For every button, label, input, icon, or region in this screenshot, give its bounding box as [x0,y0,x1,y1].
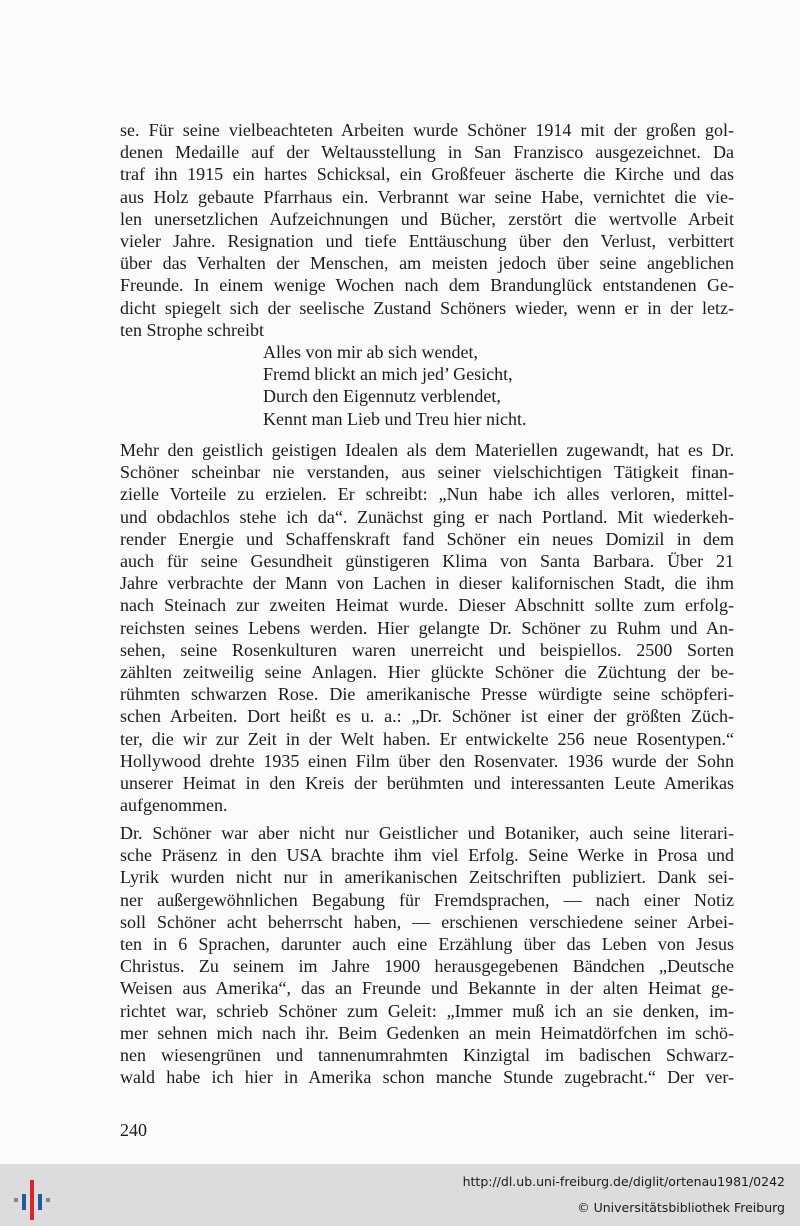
text-line: se. Für seine vielbeachteten Arbeiten wurde Schöner 1914 mit der großen gol- [120,120,734,140]
text-line: Schöner scheinbar nie verstanden, aus seiner vielschichtigen Tätigkeit finan- [120,462,734,483]
poem-line: Alles von mir ab sich wendet, [263,342,478,362]
paragraph-3 [120,822,734,1088]
text-line: len unersetzlichen Aufzeichnungen und Bücher, zerstört die wertvolle Arbeit [120,208,734,229]
text-line: traf ihn 1915 ein hartes Schicksal, ein Großfeuer äscherte die Kirche und das [120,164,734,185]
poem-line: Kennt man Lieb und Treu hier nicht. [263,408,527,429]
text-line: Freunde. In einem wenige Wochen nach dem Brandunglück entstandenen Ge- [120,275,734,296]
text-line: nach Steinach zur zweiten Heimat wurde. Dieser Abschnitt sollte zum erfolg- [120,595,734,616]
text-line: nen wiesengrünen und tannenumrahmten Kinzigtal im badischen Schwarz- [120,1045,734,1066]
poem-line: Durch den Eigennutz verblendet, [263,386,501,407]
text-line: wald habe ich hier in Amerika schon manche Stunde zugebracht.“ Der ver- [120,1067,734,1088]
text-line: Jahre verbrachte der Mann von Lachen in dieser kalifornischen Stadt, die ihm [120,573,734,594]
footer-bar [0,1164,800,1226]
text-line: denen Medaille auf der Weltausstellung in San Franzisco ausgezeichnet. Da [120,142,734,163]
text-line: Mehr den geistlich geistigen Idealen als dem Materiellen zugewandt, hat es Dr. [120,440,734,460]
text-line: Lyrik wurden nicht nur in amerikanischen Zeitschriften publiziert. Dank sei- [120,867,734,888]
text-line: ner außergewöhnlichen Begabung für Fremdsprachen, — nach einer Notiz [120,889,734,910]
text-line: Christus. Zu seinem im Jahre 1900 herausgegebenen Bändchen „Deutsche [120,956,734,977]
text-line: ten Strophe schreibt [120,319,264,340]
text-line: über das Verhalten der Menschen, am meisten jedoch über seine angeblichen [120,253,734,274]
text-line: mer sehnen mich nach ihr. Beim Gedenken an mein Heimatdörfchen im schö- [120,1022,734,1043]
text-line: render Energie und Schaffenskraft fand Schöner ein neues Domizil in dem [120,528,734,549]
text-line: ten in 6 Sprachen, darunter auch eine Erzählung über das Leben von Jesus [120,934,734,955]
text-line: richtet war, schrieb Schöner zum Geleit: „Immer muß ich an sie denken, im- [120,1000,734,1021]
text-line: zielle Vorteile zu erzielen. Er schreibt: „Nun habe ich alles verloren, mittel- [120,484,734,505]
text-line: soll Schöner acht beherrscht haben, — erschienen verschiedene seiner Arbei- [120,911,734,932]
text-line: sehen, seine Rosenkulturen waren unerreicht und beispiellos. 2500 Sorten [120,639,734,660]
text-line: und obdachlos stehe ich da“. Zunächst ging er nach Portland. Mit wiederkeh- [120,506,734,527]
text-line: Dr. Schöner war aber nicht nur Geistlicher und Botaniker, auch seine literari- [120,823,734,843]
paragraph-1 [120,119,734,341]
copyright-notice: © Universitätsbibliothek Freiburg [577,1200,785,1215]
text-line: unserer Heimat in den Kreis der berühmten und interessanten Leute Amerikas [120,773,734,794]
text-line: rühmten schwarzen Rose. Die amerikanische Presse würdigte seine schöpferi- [120,684,734,705]
source-url-link[interactable]: http://dl.ub.uni-freiburg.de/diglit/ortenau1981/0242 [462,1174,785,1189]
text-line: dicht spiegelt sich der seelische Zustand Schöners wieder, wenn er in der letz- [120,297,734,318]
ub-freiburg-logo-icon[interactable] [10,1180,54,1220]
text-line: reichsten seines Lebens werden. Hier gelangte Dr. Schöner zu Ruhm und An- [120,617,734,638]
text-line: vieler Jahre. Resignation und tiefe Enttäuschung über den Verlust, verbittert [120,231,734,252]
text-line: Weisen aus Amerika“, das an Freunde und Bekannte in der alten Heimat ge- [120,978,734,999]
text-line: Hollywood drehte 1935 einen Film über den Rosenvater. 1936 wurde der Sohn [120,750,734,771]
paragraph-2 [120,439,734,816]
page-number: 240 [120,1120,147,1140]
text-line: aufgenommen. [120,795,228,816]
poem-line: Fremd blickt an mich jed’ Gesicht, [263,364,513,385]
text-line: sche Präsenz in den USA brachte ihm viel Erfolg. Seine Werke in Prosa und [120,845,734,866]
text-line: schen Arbeiten. Dort heißt es u. a.: „Dr. Schöner ist einer der größten Züch- [120,706,734,727]
text-line: zählten zeitweilig seine Anlagen. Hier glückte Schöner die Züchtung der be- [120,662,734,683]
poem-stanza [263,341,526,430]
text-line: ter, die wir zur Zeit in der Welt haben. Er entwickelte 256 neue Rosentypen.“ [120,728,734,749]
text-line: aus Holz gebaute Pfarrhaus ein. Verbrannt war seine Habe, vernichtet die vie- [120,186,734,207]
text-line: auch für seine Gesundheit günstigeren Klima von Santa Barbara. Über 21 [120,551,734,572]
